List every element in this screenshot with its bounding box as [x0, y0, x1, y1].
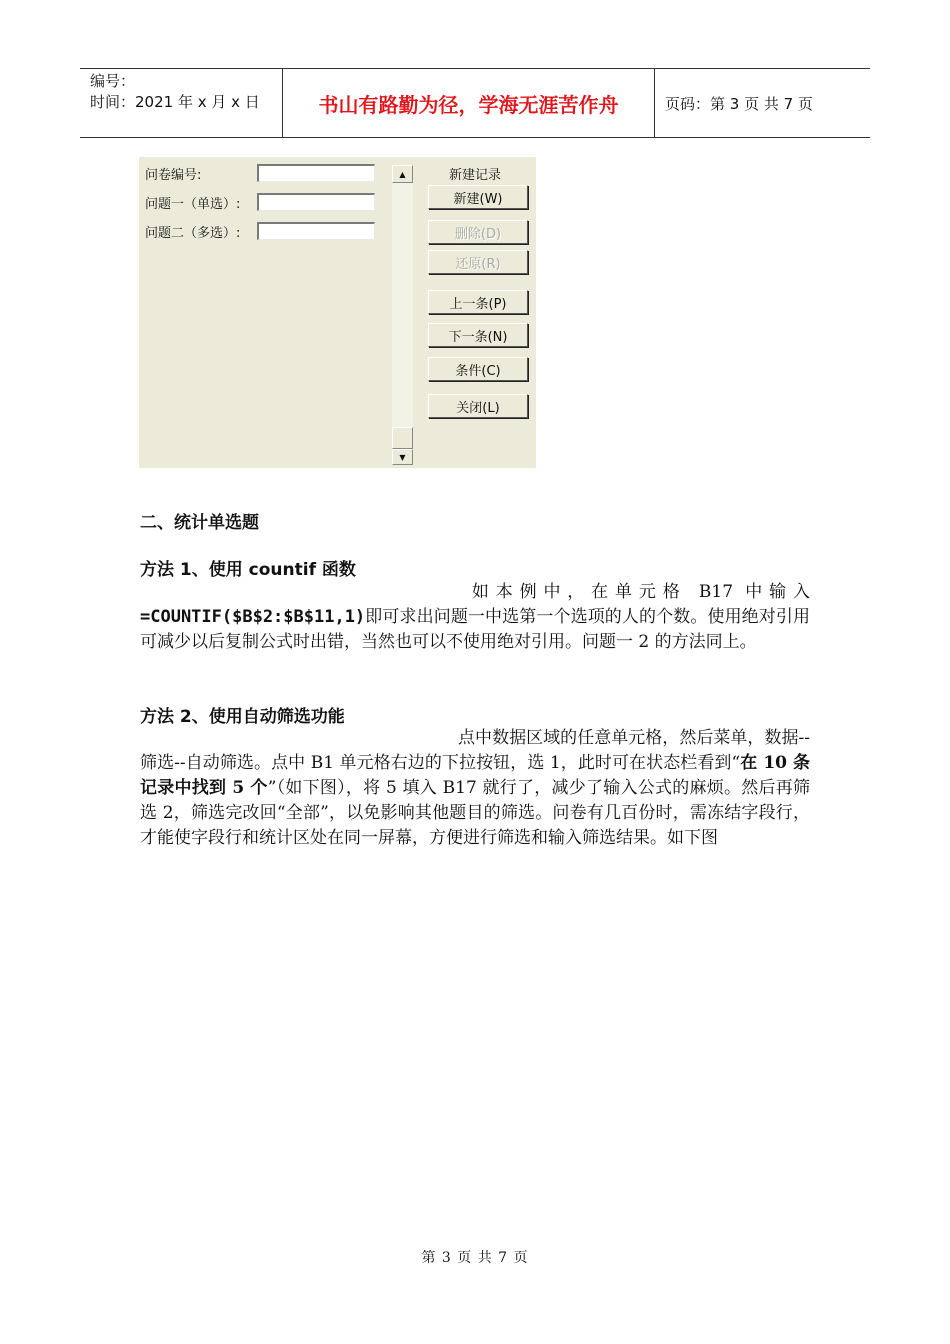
prev-record-button[interactable]: 上一条(P)	[428, 290, 528, 314]
question2-input[interactable]	[257, 222, 375, 240]
question1-input[interactable]	[257, 193, 375, 211]
header-page-info: 页码：第 3 页 共 7 页	[665, 94, 813, 113]
method1-paragraph	[140, 580, 810, 655]
scroll-down-button[interactable]	[392, 449, 413, 465]
field-row-survey-id	[145, 163, 375, 183]
header-number: 编号：	[90, 72, 136, 90]
method1-body	[140, 580, 810, 655]
record-scrollbar[interactable]	[392, 165, 413, 465]
method1-rest: 即可求出问题一中选第一个选项的人的个数。使用绝对引用可减少以后复制公式时出错，当然也可以不使用绝对引用。问题一 2 的方法同上。	[140, 607, 810, 652]
method1-title: 方法 1、使用 countif 函数	[140, 560, 356, 580]
method2-body	[140, 726, 810, 851]
survey-id-input[interactable]	[257, 164, 375, 182]
field-label-survey-id: 问卷编号:	[145, 167, 202, 183]
header-meta	[80, 69, 283, 137]
scroll-thumb[interactable]	[392, 427, 413, 449]
header-motto: 书山有路勤为径，学海无涯苦作舟	[283, 69, 655, 137]
criteria-button[interactable]: 条件(C)	[428, 357, 528, 381]
scroll-up-icon: ▲	[399, 169, 406, 179]
section-title: 二、统计单选题	[140, 513, 259, 533]
field-row-question2	[145, 221, 375, 241]
method2-lead: 点中数据区域的任意单元格，然后菜单，数据--筛选--自动筛选。点中 B1 单元格右边的下拉按钮，选 1，此时可在状态栏看到“	[140, 728, 810, 773]
header-time: 时间：2021 年 x 月 x 日	[90, 93, 260, 111]
delete-record-button[interactable]: 删除(D)	[428, 220, 528, 244]
method2-rest: ”（如下图），将 5 填入 B17 就行了，减少了输入公式的麻烦。然后再筛选 2，筛选完改回“全部”，以免影响其他题目的筛选。问卷有几百份时，需冻结字段行，才能使字段行和统计区处在同一屏幕，方便进行筛选和输入筛选结果。如下图	[140, 778, 810, 848]
method2-paragraph	[140, 726, 810, 851]
page-footer: 第 3 页 共 7 页	[421, 1250, 529, 1266]
method2-title: 方法 2、使用自动筛选功能	[140, 707, 345, 727]
method1-formula: =COUNTIF($B$2:$B$11,1)	[140, 607, 366, 627]
next-record-button[interactable]: 下一条(N)	[428, 323, 528, 347]
field-label-question1: 问题一（单选）:	[145, 196, 241, 212]
method1-lead: 如本例中，在单元格 B17 中输入	[465, 582, 810, 602]
record-status-title: 新建记录	[449, 168, 502, 183]
scroll-up-button[interactable]	[392, 165, 413, 183]
page-header	[80, 68, 870, 138]
close-dialog-button[interactable]: 关闭(L)	[428, 394, 528, 418]
record-form-dialog	[139, 157, 536, 468]
field-label-question2: 问题二（多选）:	[145, 225, 241, 241]
field-row-question1	[145, 192, 375, 212]
method2-status-text: 在 10 条记录中找到 5 个	[140, 753, 810, 798]
scroll-down-icon: ▼	[399, 452, 406, 462]
restore-record-button[interactable]: 还原(R)	[428, 250, 528, 274]
new-record-button[interactable]: 新建(W)	[428, 185, 528, 209]
